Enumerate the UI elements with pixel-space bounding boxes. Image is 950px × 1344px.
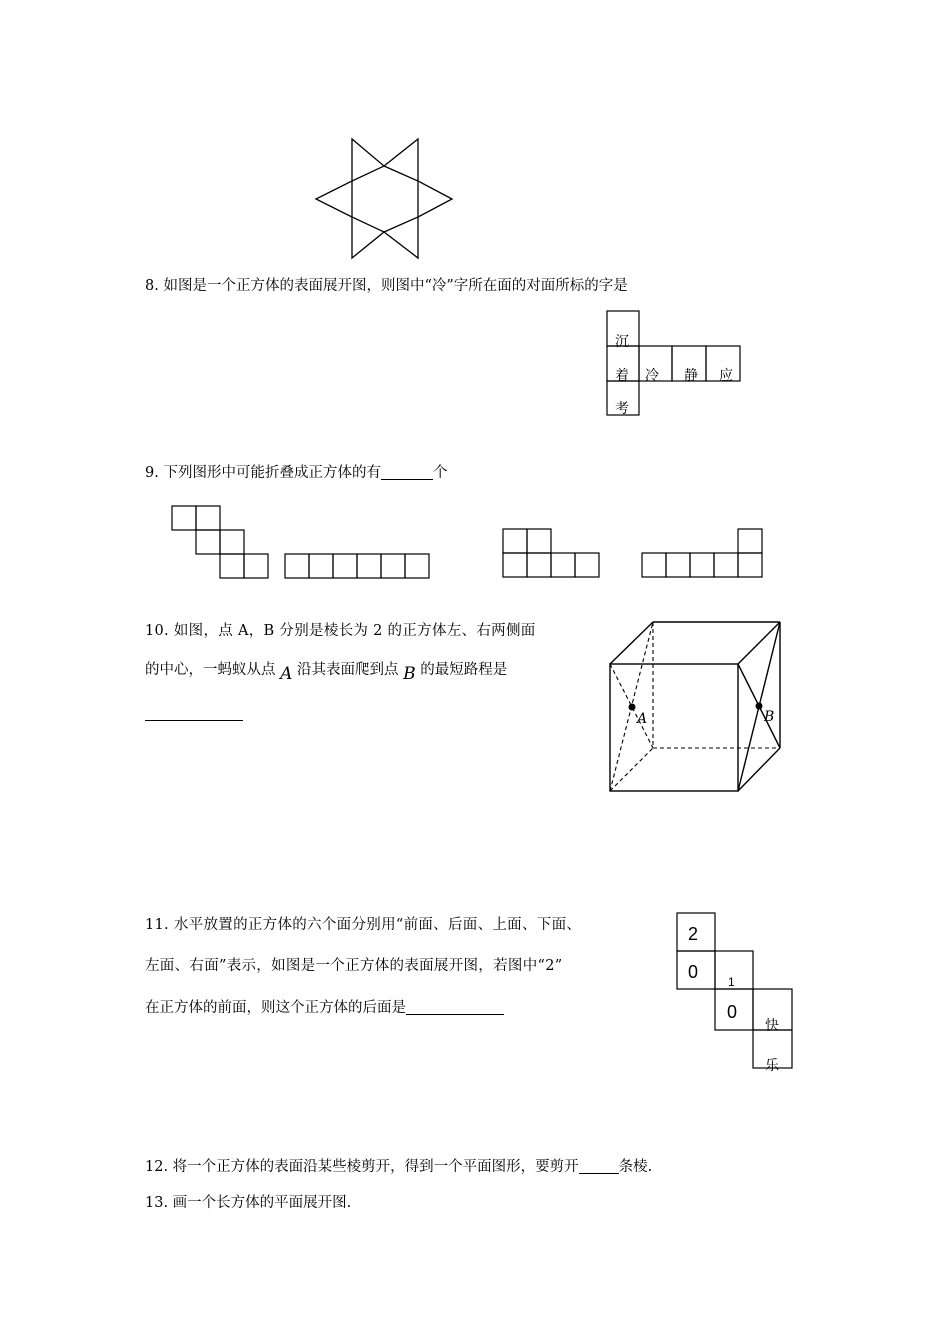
question-9-text — [145, 465, 447, 481]
question-11-line1: 11. 水平放置的正方体的六个面分别用“前面、后面、上面、下面、 — [145, 917, 582, 933]
net-digit-1: 1 — [728, 975, 735, 989]
q10-line2-mid: 沿其表面爬到点 — [297, 662, 399, 678]
q11-line3-text: 在正方体的前面，则这个正方体的后面是 — [145, 1000, 406, 1016]
net-char-le: 乐 — [765, 1058, 779, 1074]
net-digit-0-second: 0 — [727, 1002, 738, 1022]
net-char-leng: 冷 — [645, 368, 659, 384]
q12-text-after: 条棱. — [618, 1159, 653, 1175]
q10-point-a: A — [280, 664, 293, 684]
question-10-line1: 10. 如图，点 A，B 分别是棱长为 2 的正方体左、右两侧面 — [145, 623, 536, 639]
net-char-kao: 考 — [615, 401, 629, 417]
net-char-jing: 静 — [684, 368, 698, 384]
q9-text-before: 9. 下列图形中可能折叠成正方体的有 — [145, 465, 381, 481]
q10-answer-blank[interactable] — [145, 706, 243, 721]
q10-line2-post: 的最短路程是 — [420, 662, 508, 678]
cube-label-a: A — [637, 711, 648, 727]
net-char-chen: 沉 — [615, 334, 629, 350]
question-10-line2 — [145, 661, 508, 684]
net-char-zhuo: 着 — [615, 368, 629, 384]
q9-text-after: 个 — [432, 465, 448, 481]
q10-point-b: B — [403, 664, 416, 684]
q10-line2-pre: 的中心，一蚂蚁从点 — [145, 662, 276, 678]
q12-answer-blank[interactable] — [579, 1159, 619, 1174]
q9-answer-blank[interactable] — [381, 465, 433, 480]
net-digit-0-first: 0 — [688, 962, 699, 982]
q11-answer-blank[interactable] — [406, 1000, 504, 1015]
net-char-ying: 应 — [719, 368, 733, 384]
q12-text-before: 12. 将一个正方体的表面沿某些棱剪开，得到一个平面图形，要剪开 — [145, 1159, 579, 1175]
net-digit-2: 2 — [688, 924, 699, 944]
question-12-text — [145, 1159, 652, 1175]
cube-label-b: B — [764, 709, 775, 725]
question-13-text: 13. 画一个长方体的平面展开图. — [145, 1195, 352, 1211]
question-8-text: 8. 如图是一个正方体的表面展开图，则图中“冷”字所在面的对面所标的字是 — [145, 278, 628, 294]
question-11-line3 — [145, 1000, 504, 1016]
question-11-line2: 左面、右面”表示，如图是一个正方体的表面展开图，若图中“2” — [145, 958, 563, 974]
net-char-kuai: 快 — [765, 1018, 779, 1034]
